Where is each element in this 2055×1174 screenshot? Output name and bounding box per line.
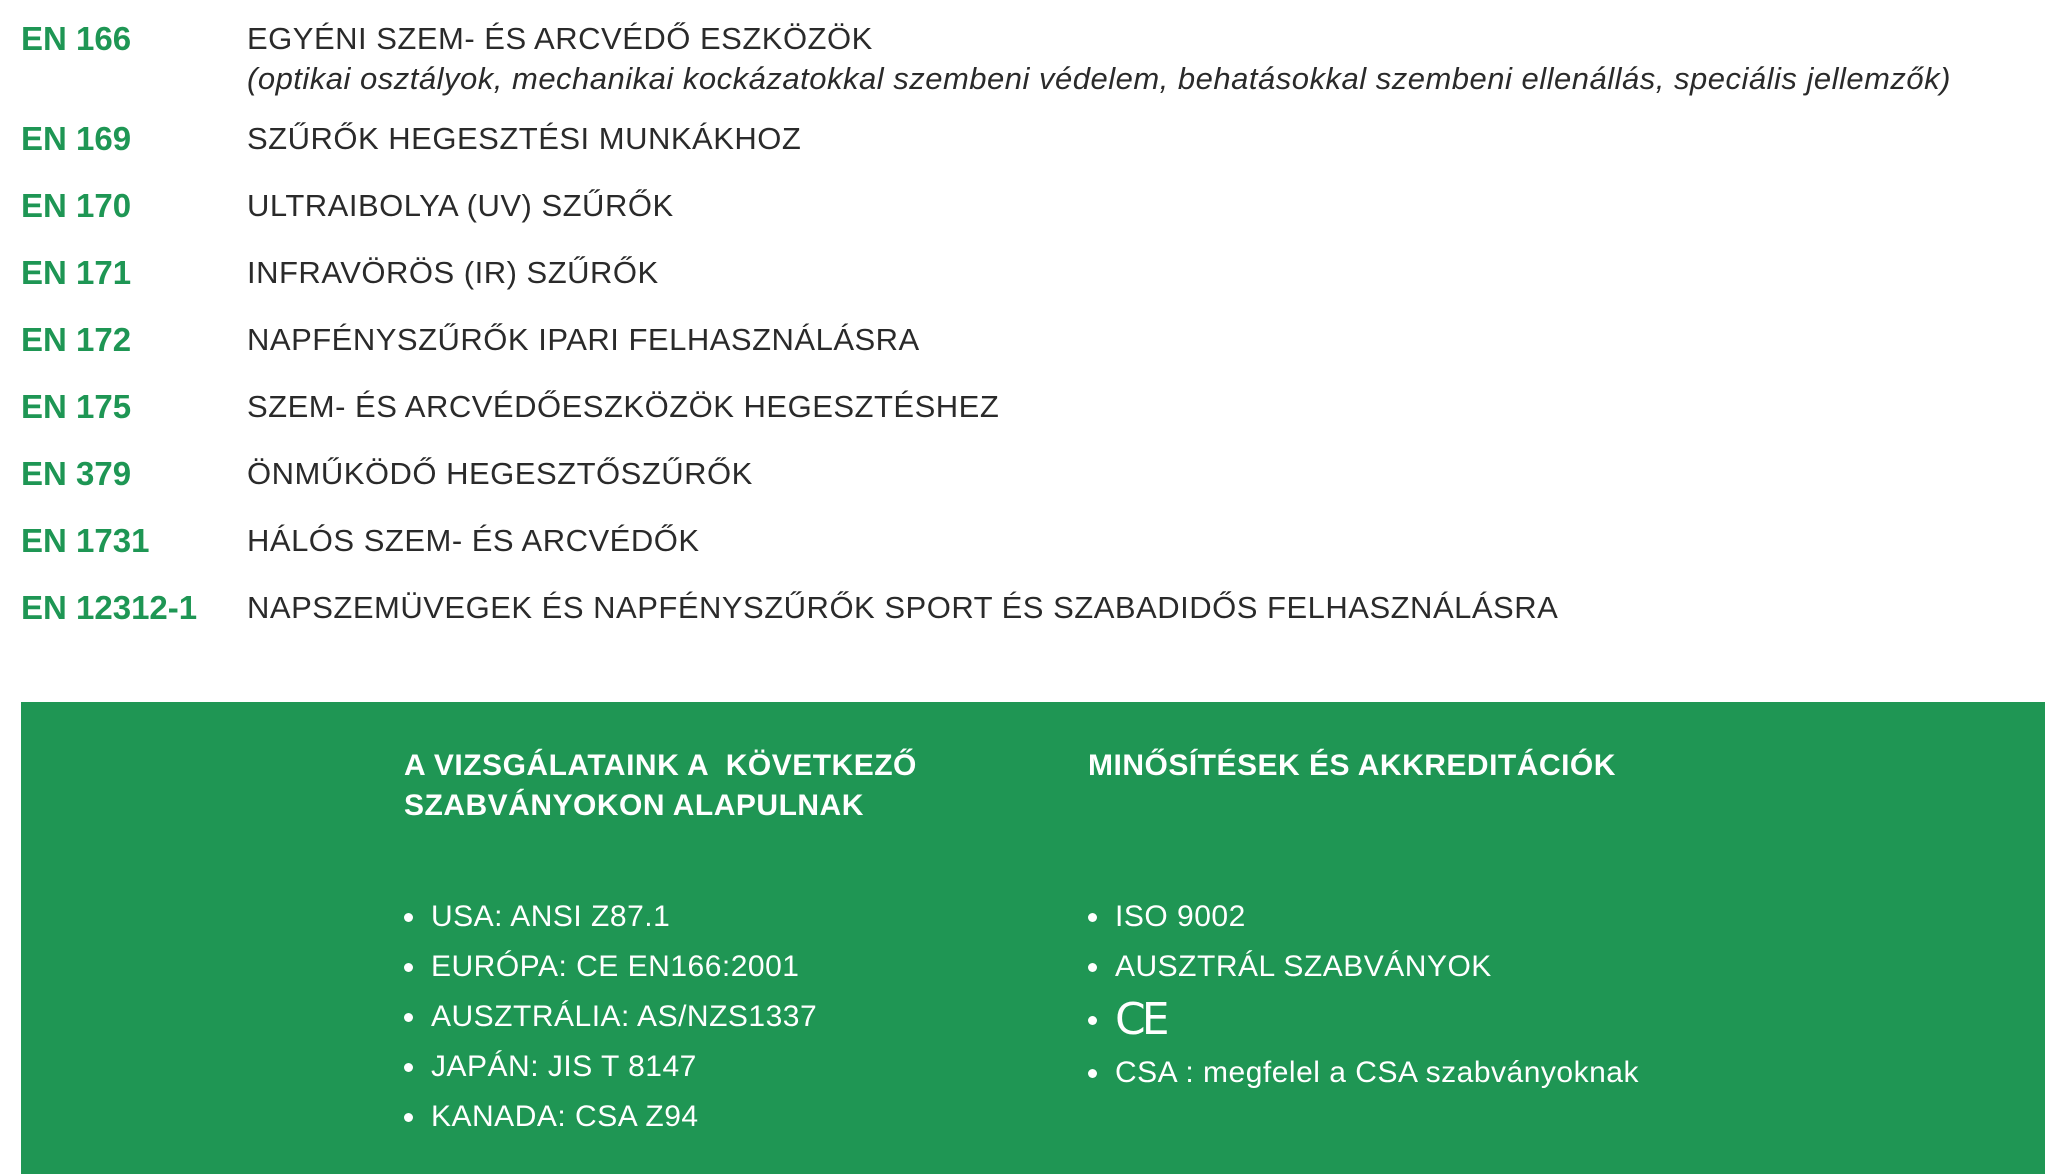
list-item-label: ISO 9002 (1115, 900, 1246, 933)
bullet-icon (404, 913, 413, 922)
bullet-icon (1088, 963, 1097, 972)
bullet-icon (1088, 1016, 1097, 1025)
bullet-icon (404, 963, 413, 972)
standard-title: ULTRAIBOLYA (UV) SZŰRŐK (247, 188, 674, 223)
list-item (1088, 992, 1788, 1048)
standard-title: HÁLÓS SZEM- ÉS ARCVÉDŐK (247, 523, 700, 558)
standard-code: EN 169 (21, 120, 132, 157)
standards-list (21, 16, 2051, 652)
standard-title: NAPFÉNYSZŰRŐK IPARI FELHASZNÁLÁSRA (247, 322, 920, 357)
list-item (404, 992, 1044, 1042)
standard-row (21, 250, 2051, 317)
standard-row (21, 384, 2051, 451)
standard-row (21, 518, 2051, 585)
list-item-label: AUSZTRÁL SZABVÁNYOK (1115, 950, 1492, 983)
list-item-label: JAPÁN: JIS T 8147 (431, 1050, 697, 1083)
standard-code: EN 170 (21, 187, 132, 224)
standard-title: SZEM- ÉS ARCVÉDŐESZKÖZÖK HEGESZTÉSHEZ (247, 389, 1000, 424)
list-item-label: USA: ANSI Z87.1 (431, 900, 671, 933)
standard-row (21, 585, 2051, 652)
test-standards-heading-line2: SZABVÁNYOKON ALAPULNAK (404, 789, 864, 822)
standard-title: ÖNMŰKÖDŐ HEGESZTŐSZŰRŐK (247, 456, 753, 491)
list-item-label: AUSZTRÁLIA: AS/NZS1337 (431, 1000, 818, 1033)
standard-code: EN 1731 (21, 522, 150, 559)
test-standards-heading-line1: A VIZSGÁLATAINK A KÖVETKEZŐ (404, 749, 917, 782)
bullet-icon (404, 1063, 413, 1072)
standard-code: EN 171 (21, 254, 132, 291)
list-item (404, 942, 1044, 992)
list-item (404, 1092, 1044, 1142)
standard-row (21, 16, 2051, 116)
test-standards-column (404, 746, 1044, 1142)
standard-code: EN 379 (21, 455, 132, 492)
list-item (404, 1042, 1044, 1092)
certifications-column (1088, 746, 1788, 1098)
certification-panel (21, 702, 2045, 1174)
list-item-label: KANADA: CSA Z94 (431, 1100, 699, 1133)
standard-subtitle: (optikai osztályok, mechanikai kockázatokkal szembeni védelem, behatásokkal szembeni ellenállás, speciális jellemzők) (247, 61, 1951, 96)
standard-title: INFRAVÖRÖS (IR) SZŰRŐK (247, 255, 659, 290)
standard-code: EN 166 (21, 20, 132, 57)
standard-row (21, 116, 2051, 183)
standard-code: EN 175 (21, 388, 132, 425)
certifications-list (1088, 892, 1788, 1098)
standard-row (21, 317, 2051, 384)
bullet-icon (404, 1113, 413, 1122)
list-item-label: CSA : megfelel a CSA szabványoknak (1115, 1056, 1639, 1089)
test-standards-heading (404, 746, 1044, 892)
list-item (1088, 942, 1788, 992)
bullet-icon (404, 1013, 413, 1022)
list-item (404, 892, 1044, 942)
standard-title: NAPSZEMÜVEGEK ÉS NAPFÉNYSZŰRŐK SPORT ÉS SZABADIDŐS FELHASZNÁLÁSRA (247, 590, 1559, 625)
list-item (1088, 1048, 1788, 1098)
standard-description (247, 16, 1951, 99)
bullet-icon (1088, 1069, 1097, 1078)
standard-row (21, 183, 2051, 250)
standard-row (21, 451, 2051, 518)
test-standards-list (404, 892, 1044, 1142)
list-item-label: EURÓPA: CE EN166:2001 (431, 950, 800, 983)
standard-code: EN 172 (21, 321, 132, 358)
standard-title: EGYÉNI SZEM- ÉS ARCVÉDŐ ESZKÖZÖK (247, 21, 873, 56)
certifications-heading: MINŐSÍTÉSEK ÉS AKKREDITÁCIÓK (1088, 749, 1616, 782)
list-item (1088, 892, 1788, 942)
standard-title: SZŰRŐK HEGESZTÉSI MUNKÁKHOZ (247, 121, 802, 156)
bullet-icon (1088, 913, 1097, 922)
standard-code: EN 12312-1 (21, 589, 198, 626)
ce-mark-icon: CE (1115, 994, 1166, 1045)
